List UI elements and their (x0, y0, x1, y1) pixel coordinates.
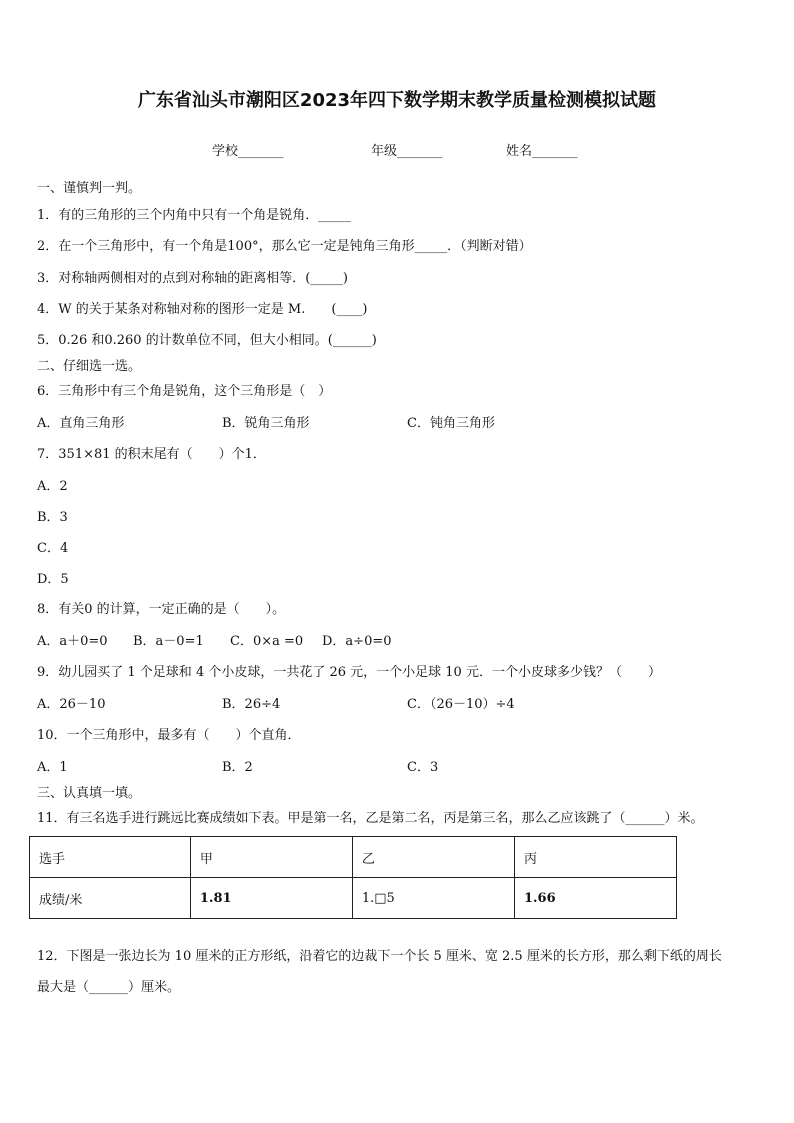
table-cell: 成绩/米 (30, 878, 191, 919)
question-7: 7．351×81 的积末尾有（ ）个1． (37, 447, 266, 462)
q8-option-b: B．a－0=1 (133, 634, 204, 649)
table-cell: 1.66 (514, 878, 676, 919)
q6-option-a: A．直角三角形 (37, 416, 125, 431)
q8-option-a: A．a＋0=0 (37, 634, 108, 649)
q9-option-a: A．26－10 (37, 697, 106, 712)
q10-option-b: B．2 (222, 760, 253, 775)
grade-field: 年级_______ (371, 144, 443, 159)
q10-option-c: C．3 (407, 760, 439, 775)
question-12-line-1: 12．下图是一张边长为 10 厘米的正方形纸，沿着它的边裁下一个长 5 厘米、宽 2.5 厘米的长方形，那么剩下纸的周长 (37, 949, 722, 964)
page-title: 广东省汕头市潮阳区2023年四下数学期末教学质量检测模拟试题 (137, 90, 657, 111)
q6-option-b: B．锐角三角形 (222, 416, 310, 431)
q7-option-c: C．4 (37, 541, 69, 556)
scores-table (29, 836, 677, 919)
table-cell: 1.81 (190, 878, 352, 919)
question-10: 10．一个三角形中，最多有（ ）个直角． (37, 728, 301, 743)
section-heading-1: 一、谨慎判一判。 (37, 181, 142, 196)
q6-option-c: C．钝角三角形 (407, 416, 495, 431)
question-5: 5．0.26 和0.260 的计数单位不同，但大小相同。(______) (37, 333, 377, 348)
question-8: 8．有关0 的计算，一定正确的是（ ）。 (37, 602, 286, 617)
q8-option-c: C．0×a =0 (230, 634, 304, 649)
table-header-cell: 乙 (352, 837, 514, 878)
q9-option-b: B．26÷4 (222, 697, 281, 712)
q7-option-d: D．5 (37, 572, 69, 587)
q7-option-b: B．3 (37, 510, 68, 525)
table-row (30, 878, 677, 919)
question-11: 11．有三名选手进行跳远比赛成绩如下表。甲是第一名，乙是第二名，丙是第三名，那么乙应该跳了（______）米。 (37, 811, 704, 826)
question-4: 4．W 的关于某条对称轴对称的图形一定是 M. (____) (37, 302, 368, 317)
q7-option-a: A．2 (37, 479, 68, 494)
question-12-line-2: 最大是（______）厘米。 (37, 980, 181, 995)
q8-option-d: D．a÷0=0 (322, 634, 392, 649)
q10-option-a: A．1 (37, 760, 68, 775)
table-header-cell: 选手 (30, 837, 191, 878)
school-field: 学校_______ (212, 144, 284, 159)
section-heading-2: 二、仔细选一选。 (37, 359, 142, 374)
table-row (30, 837, 677, 878)
question-6: 6．三角形中有三个角是锐角，这个三角形是（ ） (37, 384, 332, 399)
table-header-cell: 丙 (514, 837, 676, 878)
q9-option-c: C．（26－10）÷4 (407, 697, 515, 712)
question-1: 1．有的三角形的三个内角中只有一个角是锐角．_____ (37, 208, 351, 223)
name-field: 姓名_______ (506, 144, 578, 159)
question-9: 9．幼儿园买了 1 个足球和 4 个小皮球，一共花了 26 元，一个小足球 10 元．一个小皮球多少钱？（ ） (37, 665, 661, 680)
table-cell: 1.□5 (352, 878, 514, 919)
table-header-cell: 甲 (190, 837, 352, 878)
question-3: 3．对称轴两侧相对的点到对称轴的距离相等．(_____) (37, 271, 348, 286)
question-2: 2．在一个三角形中，有一个角是100°，那么它一定是钝角三角形_____．（判断对错） (37, 239, 532, 254)
section-heading-3: 三、认真填一填。 (37, 786, 142, 801)
